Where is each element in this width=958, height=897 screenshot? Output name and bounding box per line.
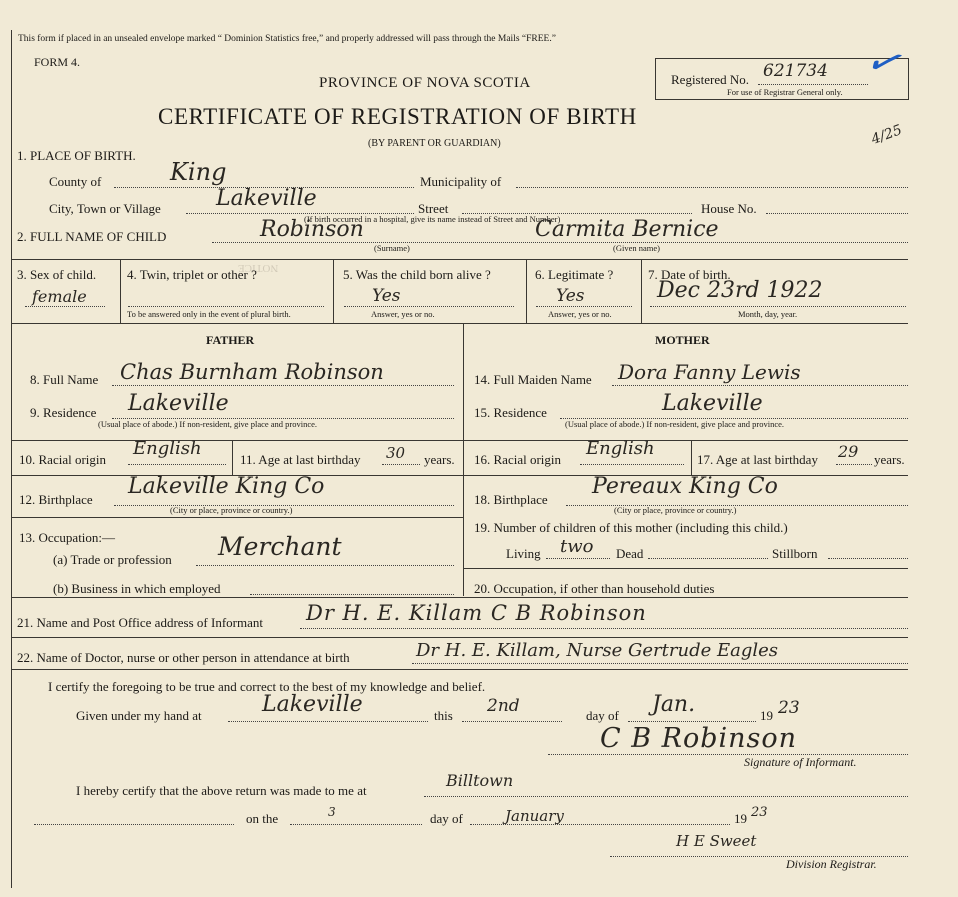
grid-divider [120, 260, 121, 323]
registered-number-value: 621734 [763, 61, 828, 81]
born-alive-line [344, 306, 514, 307]
born-alive-label: 5. Was the child born alive ? [343, 267, 491, 282]
hospital-note: (If birth occurred in a hospital, give its name instead of Street and Number) [304, 214, 561, 224]
row-rule [463, 568, 908, 569]
mother-name-line [612, 385, 908, 386]
section-rule [11, 597, 908, 598]
legitimate-value: Yes [556, 286, 585, 306]
registrar-signature: H E Sweet [676, 832, 757, 850]
father-racial-value: English [133, 438, 202, 459]
mother-living-line [546, 558, 610, 559]
mother-stillborn-line [828, 558, 908, 559]
given-place-value: Lakeville [262, 692, 363, 717]
father-age-line [382, 464, 420, 465]
registrar-place-line [424, 796, 908, 797]
grid-divider [232, 441, 233, 475]
mother-residence-label: 15. Residence [474, 405, 547, 420]
province-heading: PROVINCE OF NOVA SCOTIA [319, 75, 531, 91]
grid-divider [333, 260, 334, 323]
twin-note: To be answered only in the event of plural birth. [127, 309, 291, 319]
date-of-birth-line [650, 306, 906, 307]
registrar-statement: I hereby certify that the above return was made to me at [76, 783, 367, 798]
registrar-general-note: For use of Registrar General only. [727, 87, 843, 97]
mother-racial-label: 16. Racial origin [474, 452, 562, 467]
child-given-value: Carmita Bernice [535, 217, 719, 242]
registrar-date-leader [34, 824, 234, 825]
form-number: FORM 4. [34, 55, 81, 69]
mother-residence-note: (Usual place of abode.) If non-resident, give place and province. [565, 419, 785, 429]
row-rule [11, 517, 464, 518]
municipality-label: Municipality of [420, 174, 502, 189]
mother-dead-line [648, 558, 768, 559]
grid-divider [691, 441, 692, 475]
father-name-label: 8. Full Name [30, 372, 99, 387]
left-margin-rule [11, 30, 12, 888]
given-day-of-label: day of [586, 708, 619, 723]
father-residence-label: 9. Residence [30, 405, 97, 420]
twin-line [128, 306, 324, 307]
house-number-label: House No. [701, 201, 757, 216]
father-birthplace-note: (City or place, province or country.) [170, 505, 293, 515]
registered-number-line [758, 84, 868, 85]
sex-line [25, 306, 105, 307]
attendant-label: 22. Name of Doctor, nurse or other person in attendance at birth [17, 650, 350, 665]
mother-birthplace-note: (City or place, province or country.) [614, 505, 737, 515]
registrar-day-of-label: day of [430, 811, 463, 826]
given-name-note: (Given name) [613, 243, 660, 253]
mother-living-label: Living [506, 546, 541, 561]
registrar-year-value: 23 [751, 805, 768, 820]
mother-dead-label: Dead [616, 546, 644, 561]
county-label: County of [49, 174, 102, 189]
father-business-label: (b) Business in which employed [53, 581, 221, 596]
county-value: King [170, 158, 227, 186]
mother-birthplace-value: Pereaux King Co [592, 474, 778, 499]
father-racial-line [128, 464, 226, 465]
date-of-birth-value: Dec 23rd 1922 [657, 278, 823, 303]
mother-name-label: 14. Full Maiden Name [474, 372, 592, 387]
mother-occupation-label: 20. Occupation, if other than household duties [474, 581, 715, 596]
mother-heading: MOTHER [655, 333, 710, 347]
mother-stillborn-label: Stillborn [772, 546, 818, 561]
city-value: Lakeville [216, 186, 317, 211]
corner-annotation: 4/25 [869, 122, 905, 148]
father-age-value: 30 [386, 444, 406, 462]
father-heading: FATHER [206, 333, 255, 347]
father-occupation-label: 13. Occupation:— [19, 530, 116, 545]
registrar-on-label: on the [246, 811, 279, 826]
bleed-through-text: NOTICE [238, 262, 279, 274]
parents-divider [463, 324, 464, 596]
given-day-line [462, 721, 562, 722]
father-name-value: Chas Burnham Robinson [120, 360, 384, 384]
born-alive-note: Answer, yes or no. [371, 309, 435, 319]
father-residence-note: (Usual place of abode.) If non-resident, give place and province. [98, 419, 318, 429]
mother-age-label: 17. Age at last birthday [697, 452, 818, 467]
certify-statement: I certify the foregoing to be true and correct to the best of my knowledge and belief. [48, 679, 486, 694]
mother-racial-value: English [586, 438, 655, 459]
informant-label: 21. Name and Post Office address of Informant [17, 615, 263, 630]
place-of-birth-label: 1. PLACE OF BIRTH. [17, 148, 136, 163]
given-year-value: 23 [778, 698, 800, 718]
legitimate-note: Answer, yes or no. [548, 309, 612, 319]
registrar-month-value: January [505, 807, 564, 825]
informant-signature: C B Robinson [600, 723, 798, 754]
legitimate-line [536, 306, 632, 307]
grid-divider [526, 260, 527, 323]
mother-years-label: years. [874, 452, 905, 467]
father-racial-label: 10. Racial origin [19, 452, 107, 467]
section-rule [11, 259, 908, 260]
child-name-label: 2. FULL NAME OF CHILD [17, 229, 167, 244]
given-day-value: 2nd [487, 696, 520, 716]
date-of-birth-note: Month, day, year. [738, 309, 798, 319]
mother-birthplace-label: 18. Birthplace [474, 492, 548, 507]
surname-note: (Surname) [374, 243, 410, 253]
blue-checkmark: ✓ [859, 34, 906, 90]
mother-living-value: two [560, 536, 594, 557]
certificate-subtitle: (BY PARENT OR GUARDIAN) [368, 138, 501, 149]
father-trade-line [196, 565, 454, 566]
informant-signature-label: Signature of Informant. [744, 755, 857, 769]
mother-age-line [836, 464, 872, 465]
attendant-line [412, 663, 908, 664]
sex-label: 3. Sex of child. [17, 267, 97, 282]
section-rule [11, 323, 908, 324]
father-trade-value: Merchant [218, 532, 342, 561]
given-year-prefix: 19 [760, 708, 773, 723]
legitimate-label: 6. Legitimate ? [535, 267, 614, 282]
registrar-day-value: 3 [328, 805, 336, 819]
given-under-label: Given under my hand at [76, 708, 202, 723]
registrar-day-line [290, 824, 422, 825]
given-month-value: Jan. [652, 692, 696, 717]
mother-racial-line [580, 464, 684, 465]
date-of-birth-label: 7. Date of birth. [648, 267, 731, 282]
twin-label: 4. Twin, triplet or other ? [127, 267, 257, 282]
registered-number-label: Registered No. [671, 72, 749, 87]
municipality-line [516, 187, 908, 188]
father-birthplace-value: Lakeville King Co [128, 474, 325, 499]
father-name-line [112, 385, 454, 386]
child-surname-value: Robinson [260, 217, 364, 242]
child-name-line [212, 242, 908, 243]
certificate-title: CERTIFICATE OF REGISTRATION OF BIRTH [158, 104, 637, 129]
given-place-line [228, 721, 428, 722]
born-alive-value: Yes [372, 286, 401, 306]
given-month-line [628, 721, 756, 722]
father-years-label: years. [424, 452, 455, 467]
father-business-line [250, 594, 454, 595]
father-residence-value: Lakeville [128, 391, 229, 416]
registrar-signature-label: Division Registrar. [786, 857, 877, 871]
sex-value: female [32, 287, 87, 306]
informant-line [300, 628, 908, 629]
this-label: this [434, 708, 453, 723]
attendant-value: Dr H. E. Killam, Nurse Gertrude Eagles [416, 640, 779, 661]
father-trade-label: (a) Trade or profession [53, 552, 172, 567]
registrar-place-value: Billtown [446, 771, 514, 790]
mail-notice: This form if placed in an unsealed envelope marked “ Dominion Statistics free,” and properly addressed will pass through the Mails “FREE.” [18, 34, 556, 44]
street-label: Street [418, 201, 449, 216]
father-age-label: 11. Age at last birthday [240, 452, 361, 467]
father-birthplace-label: 12. Birthplace [19, 492, 93, 507]
mother-residence-value: Lakeville [662, 391, 763, 416]
registrar-year-prefix: 19 [734, 811, 747, 826]
mother-age-value: 29 [838, 442, 859, 461]
mother-children-label: 19. Number of children of this mother (including this child.) [474, 520, 788, 535]
section-rule [11, 669, 908, 670]
informant-value: Dr H. E. Killam C B Robinson [306, 601, 647, 625]
city-label: City, Town or Village [49, 201, 161, 216]
grid-divider [641, 260, 642, 323]
mother-name-value: Dora Fanny Lewis [618, 360, 801, 384]
house-number-line [766, 213, 908, 214]
row-rule [11, 637, 908, 638]
